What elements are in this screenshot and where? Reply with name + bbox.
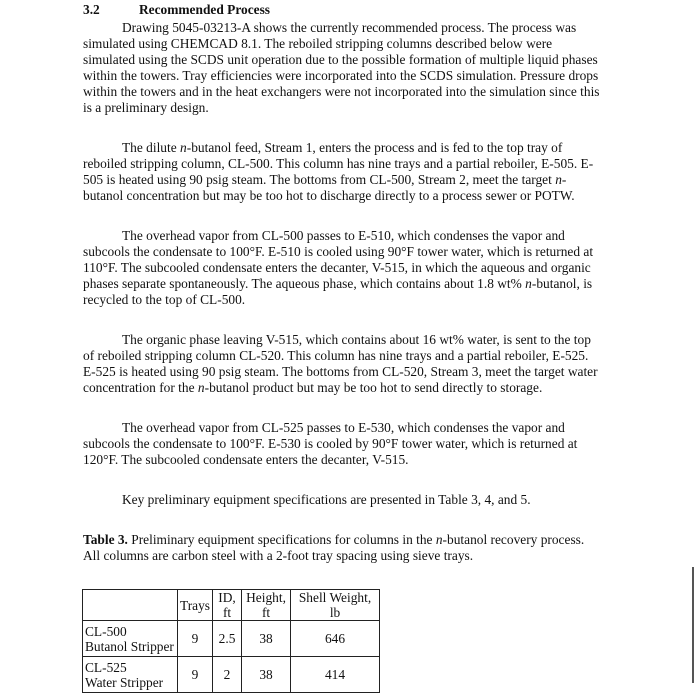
paragraph-line: E-525 is heated using 90 psig steam. The bottoms from CL-520, Stream 3, meet the target water xyxy=(83,364,598,379)
header-cell-shell-weight: Shell Weight, lb xyxy=(291,590,380,621)
paragraph-recommended-process xyxy=(83,20,623,116)
paragraph-organic-phase xyxy=(83,332,623,396)
paragraph-line: Key preliminary equipment specifications are presented in Table 3, 4, and 5. xyxy=(122,492,531,507)
paragraph-line: 505 is heated using 90 psig steam. The bottoms from CL-500, Stream 2, meet the target n- xyxy=(83,172,567,187)
paragraph-line: The organic phase leaving V-515, which contains about 16 wt% water, is sent to the top xyxy=(122,332,591,347)
paragraph-line: within the towers. Tray efficiencies were incorporated into the SCDS simulation. Pressure drops xyxy=(83,68,599,83)
header-cell-name xyxy=(83,590,178,621)
id-cell: 2 xyxy=(213,657,242,693)
height-cell: 38 xyxy=(242,657,291,693)
paragraph-line: within the towers and in the heat exchangers were not incorporated into the simulation since this xyxy=(83,84,600,99)
paragraph-line: The overhead vapor from CL-525 passes to E-530, which condenses the vapor and xyxy=(122,420,565,435)
paragraph-line: 110°F. The subcooled condensate enters the decanter, V-515, in which the aqueous and organic xyxy=(83,260,591,275)
equipment-name-cell xyxy=(83,621,178,657)
paragraph-line: reboiled stripping column, CL-500. This column has nine trays and a partial reboiler, E-505. E- xyxy=(83,156,594,171)
paragraph-line: 120°F. The subcooled condensate enters the decanter, V-515. xyxy=(83,452,409,467)
paragraph-line: Drawing 5045-03213-A shows the currently recommended process. The process was xyxy=(122,20,577,35)
paragraph-line: concentration for the n-butanol product but may be too hot to send directly to storage. xyxy=(83,380,543,395)
paragraph-key-specs xyxy=(83,492,623,508)
table-label: Table 3. xyxy=(83,532,128,547)
id-cell: 2.5 xyxy=(213,621,242,657)
section-heading xyxy=(83,2,270,18)
section-title: Recommended Process xyxy=(139,2,271,17)
header-cell-height: Height, ft xyxy=(242,590,291,621)
paragraph-line: The dilute n-butanol feed, Stream 1, enters the process and is fed to the top tray of xyxy=(122,140,563,155)
section-number: 3.2 xyxy=(83,2,100,17)
paragraph-line: simulated using the SCDS unit operation due to the possible formation of multiple liquid phases xyxy=(83,52,598,67)
height-cell: 38 xyxy=(242,621,291,657)
vertical-scrollbar[interactable] xyxy=(692,567,694,683)
paragraph-line: of reboiled stripping column CL-520. This column has nine trays and a partial reboiler, E-525. xyxy=(83,348,589,363)
paragraph-line: subcools the condensate to 100°F. E-530 is cooled by 90°F tower water, which is returned at xyxy=(83,436,578,451)
equipment-spec-table xyxy=(82,589,380,693)
equipment-name-cell xyxy=(83,657,178,693)
table-header-row xyxy=(83,590,380,621)
paragraph-overhead-cl500 xyxy=(83,228,623,308)
paragraph-line: is a preliminary design. xyxy=(83,100,209,115)
table-row xyxy=(83,621,380,657)
paragraph-line: The overhead vapor from CL-500 passes to E-510, which condenses the vapor and xyxy=(122,228,565,243)
equipment-description: Butanol Stripper xyxy=(85,638,174,654)
caption-line: Preliminary equipment specifications for columns in the n-butanol recovery process. xyxy=(127,532,585,547)
equipment-tag: CL-525 xyxy=(85,659,127,675)
paragraph-line: subcools the condensate to 100°F. E-510 is cooled using 90°F tower water, which is returned at xyxy=(83,244,594,259)
paragraph-line: simulated using CHEMCAD 8.1. The reboiled stripping columns described below were xyxy=(83,36,553,51)
paragraph-feed xyxy=(83,140,623,204)
table-row xyxy=(83,657,380,693)
table-caption xyxy=(83,532,623,564)
header-cell-trays: Trays xyxy=(178,590,213,621)
header-cell-id: ID, ft xyxy=(213,590,242,621)
paragraph-line: recycled to the top of CL-500. xyxy=(83,292,246,307)
equipment-tag: CL-500 xyxy=(85,623,127,639)
trays-cell: 9 xyxy=(178,621,213,657)
paragraph-overhead-cl525 xyxy=(83,420,623,468)
caption-line: All columns are carbon steel with a 2-foot tray spacing using sieve trays. xyxy=(83,548,474,563)
shell-weight-cell: 414 xyxy=(291,657,380,693)
paragraph-line: phases separate spontaneously. The aqueous phase, which contains about 1.8 wt% n-butanol, is xyxy=(83,276,593,291)
trays-cell: 9 xyxy=(178,657,213,693)
equipment-description: Water Stripper xyxy=(85,674,164,690)
shell-weight-cell: 646 xyxy=(291,621,380,657)
paragraph-line: butanol concentration but may be too hot to discharge directly to a process sewer or POTW. xyxy=(83,188,575,203)
